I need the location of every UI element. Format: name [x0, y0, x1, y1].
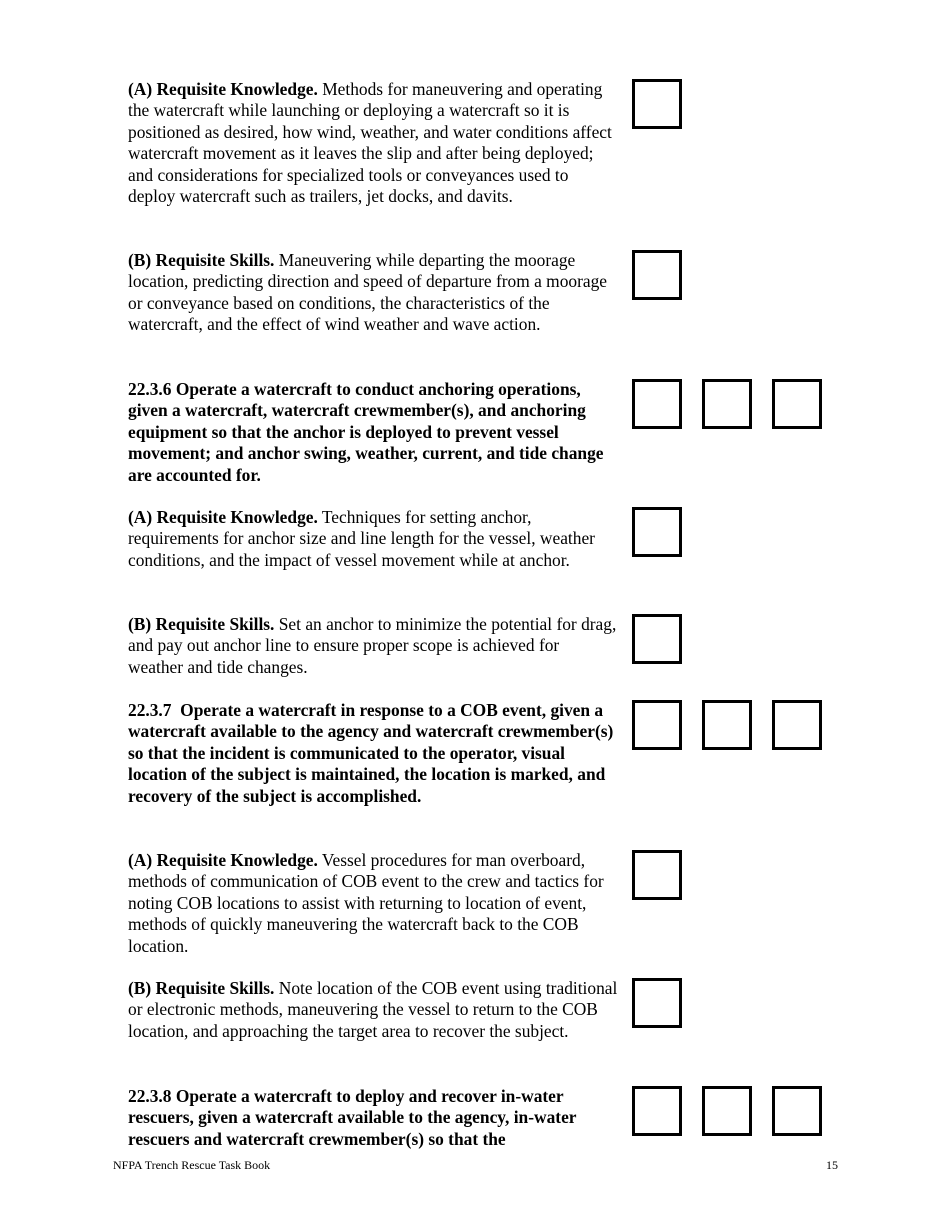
footer-title: NFPA Trench Rescue Task Book — [113, 1158, 271, 1172]
requisite-skills-22-3-7 — [128, 978, 618, 1042]
block-text: Methods for maneuvering and operating the watercraft while launching or deploying a watercraft so it is positioned as desired, how wind, weather, and water conditions affect watercraft movement as it leaves the slip and after being deployed; and considerations for specialized tools or conveyances used to deploy watercraft such as trailers, jet docks, and davits. — [128, 79, 612, 207]
requisite-knowledge-22-3-5 — [128, 79, 618, 207]
block-text: Vessel procedures for man overboard, methods of communication of COB event to the crew and tactics for noting COB locations to assist with returning to location of event, methods of quickly maneuvering the watercraft back to the COB location. — [128, 850, 604, 956]
block-label: (B) Requisite Skills. — [128, 614, 275, 634]
signoff-checkbox[interactable] — [632, 250, 682, 300]
signoff-checkbox-1[interactable] — [632, 379, 682, 429]
block-label: (A) Requisite Knowledge. — [128, 850, 318, 870]
signoff-checkbox[interactable] — [632, 978, 682, 1028]
block-label: (A) Requisite Knowledge. — [128, 507, 318, 527]
signoff-checkbox-2[interactable] — [702, 700, 752, 750]
signoff-checkbox[interactable] — [632, 614, 682, 664]
signoff-checkbox[interactable] — [632, 507, 682, 557]
signoff-checkbox-1[interactable] — [632, 1086, 682, 1136]
block-text: Note location of the COB event using traditional or electronic methods, maneuvering the vessel to return to the COB location, and approaching the target area to recover the subject. — [128, 978, 618, 1041]
signoff-checkbox-3[interactable] — [772, 379, 822, 429]
block-label: (A) Requisite Knowledge. — [128, 79, 318, 99]
block-text: Maneuvering while departing the moorage location, predicting direction and speed of departure from a moorage or conveyance based on conditions, the characteristics of the watercraft, and the effect of wind weather and wave action. — [128, 250, 608, 335]
signoff-checkbox-2[interactable] — [702, 1086, 752, 1136]
standard-22-3-6: 22.3.6 Operate a watercraft to conduct anchoring operations, given a watercraft, watercraft crewmember(s), and anchoring equipment so that the anchor is deployed to prevent vessel movement; and anchor swing, weather, current, and tide change are accounted for. — [128, 379, 604, 485]
signoff-checkbox-3[interactable] — [772, 700, 822, 750]
signoff-checkbox[interactable] — [632, 79, 682, 129]
signoff-checkbox-2[interactable] — [702, 379, 752, 429]
signoff-checkbox-1[interactable] — [632, 700, 682, 750]
standard-22-3-7: 22.3.7 Operate a watercraft in response to a COB event, given a watercraft available to the agency and watercraft crewmember(s) so that the incident is communicated to the operator, visual location of the subject is maintained, the location is marked, and recovery of the subject is accomplished. — [128, 700, 618, 806]
block-text: Set an anchor to minimize the potential for drag, and pay out anchor line to ensure proper scope is achieved for weather and tide changes. — [128, 614, 617, 677]
page-number: 15 — [826, 1158, 838, 1172]
signoff-checkbox[interactable] — [632, 850, 682, 900]
block-text: Techniques for setting anchor, requirements for anchor size and line length for the vessel, weather conditions, and the impact of vessel movement while at anchor. — [128, 507, 595, 570]
block-label: (B) Requisite Skills. — [128, 978, 275, 998]
requisite-knowledge-22-3-6 — [128, 507, 618, 571]
requisite-skills-22-3-6 — [128, 614, 618, 678]
signoff-checkbox-3[interactable] — [772, 1086, 822, 1136]
requisite-skills-22-3-5 — [128, 250, 618, 336]
block-label: (B) Requisite Skills. — [128, 250, 275, 270]
requisite-knowledge-22-3-7 — [128, 850, 618, 957]
standard-22-3-8: 22.3.8 Operate a watercraft to deploy and recover in-water rescuers, given a watercraft available to the agency, in-water rescuers and watercraft crewmember(s) so that the — [128, 1086, 577, 1149]
